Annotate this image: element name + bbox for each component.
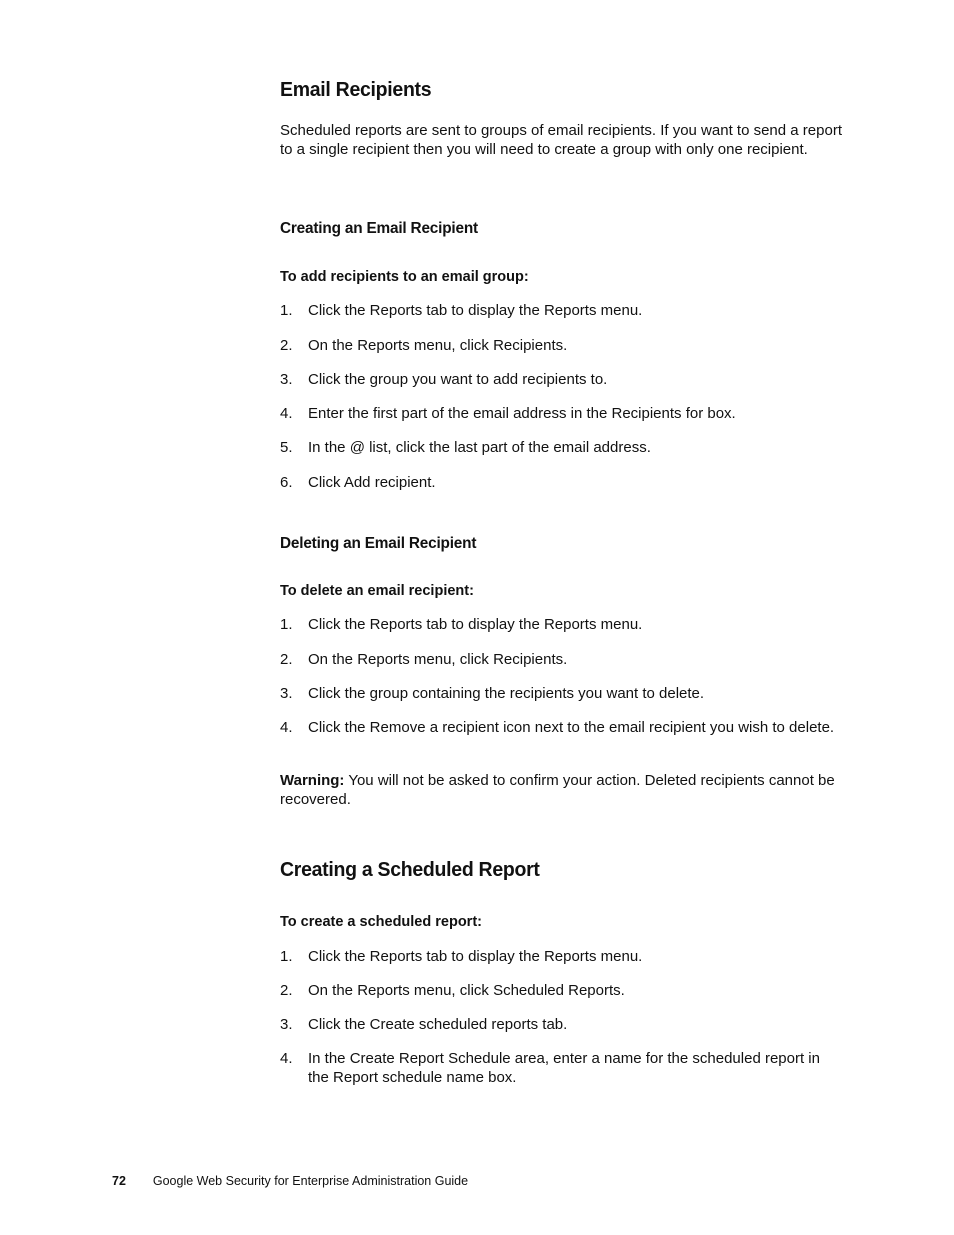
list-item: [280, 301, 842, 320]
step-number: 3.: [280, 371, 293, 388]
step-text: Click the Reports tab to display the Reports menu.: [308, 948, 643, 965]
list-item: [280, 1049, 842, 1087]
section-title-email-recipients: Email Recipients: [280, 78, 432, 101]
list-item: [280, 336, 842, 355]
list-item: [280, 718, 842, 737]
step-number: 1.: [280, 302, 293, 319]
list-item: [280, 438, 842, 457]
step-number: 1.: [280, 616, 293, 633]
step-text: On the Reports menu, click Recipients.: [308, 651, 568, 668]
step-text: Click the Remove a recipient icon next to the email recipient you wish to delete.: [308, 719, 835, 736]
procedure-heading-create: To create a scheduled report:: [280, 914, 482, 930]
step-number: 3.: [280, 685, 293, 702]
step-number: 2.: [280, 337, 293, 354]
step-text: Click Add recipient.: [308, 474, 436, 491]
section-title-scheduled-report: Creating a Scheduled Report: [280, 858, 540, 881]
step-text: Click the group containing the recipients you want to delete.: [308, 685, 705, 702]
email-recipients-intro: Scheduled reports are sent to groups of email recipients. If you want to send a report to a single recipient then you will need to create a group with only one recipient.: [280, 122, 842, 158]
warning-label: Warning:: [280, 772, 345, 789]
procedure-heading-delete: To delete an email recipient:: [280, 583, 474, 599]
step-text: In the @ list, click the last part of the email address.: [308, 439, 651, 456]
list-item: [280, 684, 842, 703]
list-item: [280, 947, 842, 966]
list-item: [280, 473, 842, 492]
page-number: 72: [112, 1174, 126, 1188]
step-number: 2.: [280, 982, 293, 999]
list-item: [280, 615, 842, 634]
step-number: 6.: [280, 474, 293, 491]
step-number: 3.: [280, 1016, 293, 1033]
list-item: [280, 404, 842, 423]
step-text: In the Create Report Schedule area, enter a name for the scheduled report in the Report schedule name box.: [308, 1050, 820, 1086]
step-text: On the Reports menu, click Recipients.: [308, 337, 568, 354]
list-item: [280, 650, 842, 669]
step-text: Click the Reports tab to display the Reports menu.: [308, 616, 643, 633]
step-number: 4.: [280, 1050, 293, 1067]
step-number: 1.: [280, 948, 293, 965]
step-number: 4.: [280, 405, 293, 422]
subsection-title-creating-recipient: Creating an Email Recipient: [280, 220, 478, 237]
step-text: On the Reports menu, click Scheduled Reports.: [308, 982, 625, 999]
warning-note: [280, 771, 845, 809]
step-number: 5.: [280, 439, 293, 456]
warning-text: You will not be asked to confirm your action. Deleted recipients cannot be recovered.: [280, 772, 835, 808]
step-text: Click the group you want to add recipients to.: [308, 371, 608, 388]
step-number: 4.: [280, 719, 293, 736]
subsection-title-deleting-recipient: Deleting an Email Recipient: [280, 535, 477, 552]
list-item: [280, 370, 842, 389]
guide-title: Google Web Security for Enterprise Administration Guide: [152, 1174, 469, 1188]
list-item: [280, 1015, 842, 1034]
step-text: Click the Create scheduled reports tab.: [308, 1016, 568, 1033]
page-footer: [112, 1174, 468, 1188]
step-text: Enter the first part of the email address in the Recipients for box.: [308, 405, 736, 422]
step-number: 2.: [280, 651, 293, 668]
list-item: [280, 981, 842, 1000]
procedure-heading-add: To add recipients to an email group:: [280, 269, 529, 285]
step-text: Click the Reports tab to display the Reports menu.: [308, 302, 643, 319]
